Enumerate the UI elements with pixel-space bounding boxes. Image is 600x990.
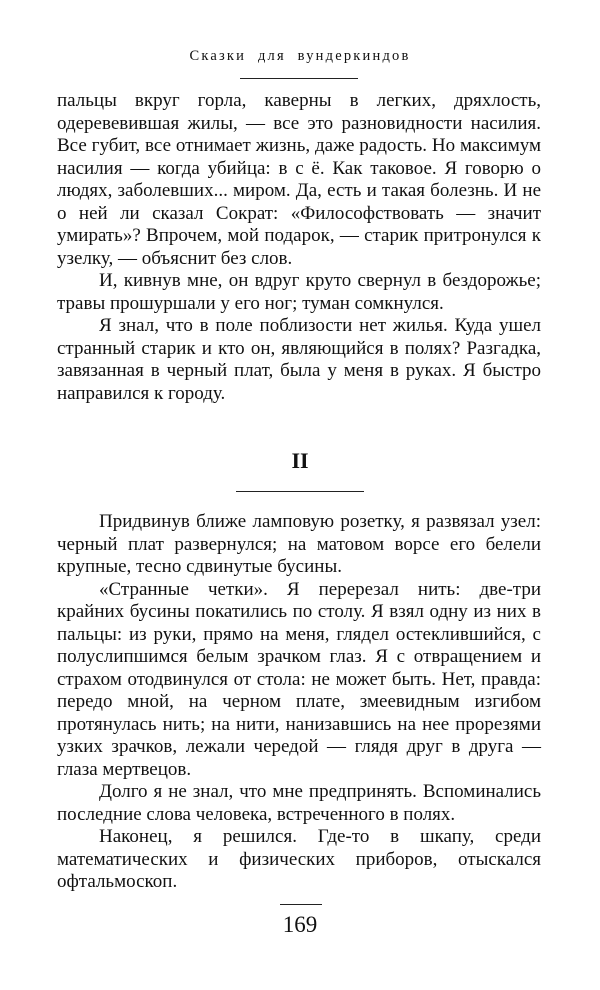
- paragraph: Придвинув ближе ламповую розетку, я развязал узел: черный плат развернулся; на матовом ворсе его белели крупные, тесно сдвинутые бусины.: [57, 511, 541, 577]
- paragraph: пальцы вкруг горла, каверны в легких, дряхлость, одеревевившая жилы, — все это разновидности насилия. Все губит, все отнимает жизнь, даже радость. Но максимум насилия — когда убийца: в с ё. Как таковое. Я говорю о людях, заболевших... миром. Да, есть и такая болезнь. И не о ней ли сказал Сократ: «Философствовать — значит умирать»? Впрочем, мой подарок, — старик притронулся к узелку, — объяснит без слов.: [57, 90, 541, 269]
- paragraph: Наконец, я решился. Где-то в шкапу, среди математических и физических приборов, отыскался офтальмоскоп.: [57, 826, 541, 892]
- folio-rule: [280, 904, 322, 905]
- running-head-rule: [240, 78, 358, 79]
- page-number: 169: [282, 912, 318, 937]
- paragraph: Я знал, что в поле поблизости нет жилья. Куда ушел странный старик и кто он, являющийся в полях? Разгадка, завязанная в черный плат, была у меня в руках. Я быстро направился к городу.: [57, 315, 541, 404]
- section-rule: [236, 491, 364, 492]
- section-heading: II: [291, 448, 309, 473]
- paragraph: Долго я не знал, что мне предпринять. Вспоминались последние слова человека, встреченного в полях.: [57, 781, 541, 825]
- text-block-section-one: [57, 90, 541, 405]
- paragraph: «Странные четки». Я перерезал нить: две-три крайних бусины покатились по столу. Я взял одну из них в пальцы: из руки, прямо на меня, глядел остеклившийся, с полуслипшимся белым зрачком глаз. Я с отвращением и страхом отодвинулся от стола: не может быть. Нет, правда: передо мной, на черном плате, змеевидным изгибом протянулась нить; на нити, нанизавшись на нее прорезями узких зрачков, лежали чередой — глядя друг в друга — глаза мертвецов.: [57, 578, 541, 780]
- paragraph: И, кивнув мне, он вдруг круто свернул в бездорожье; травы прошуршали у его ног; туман сомкнулся.: [57, 270, 541, 314]
- text-block-section-two: [57, 511, 541, 894]
- running-head: Сказки для вундеркиндов: [189, 48, 411, 64]
